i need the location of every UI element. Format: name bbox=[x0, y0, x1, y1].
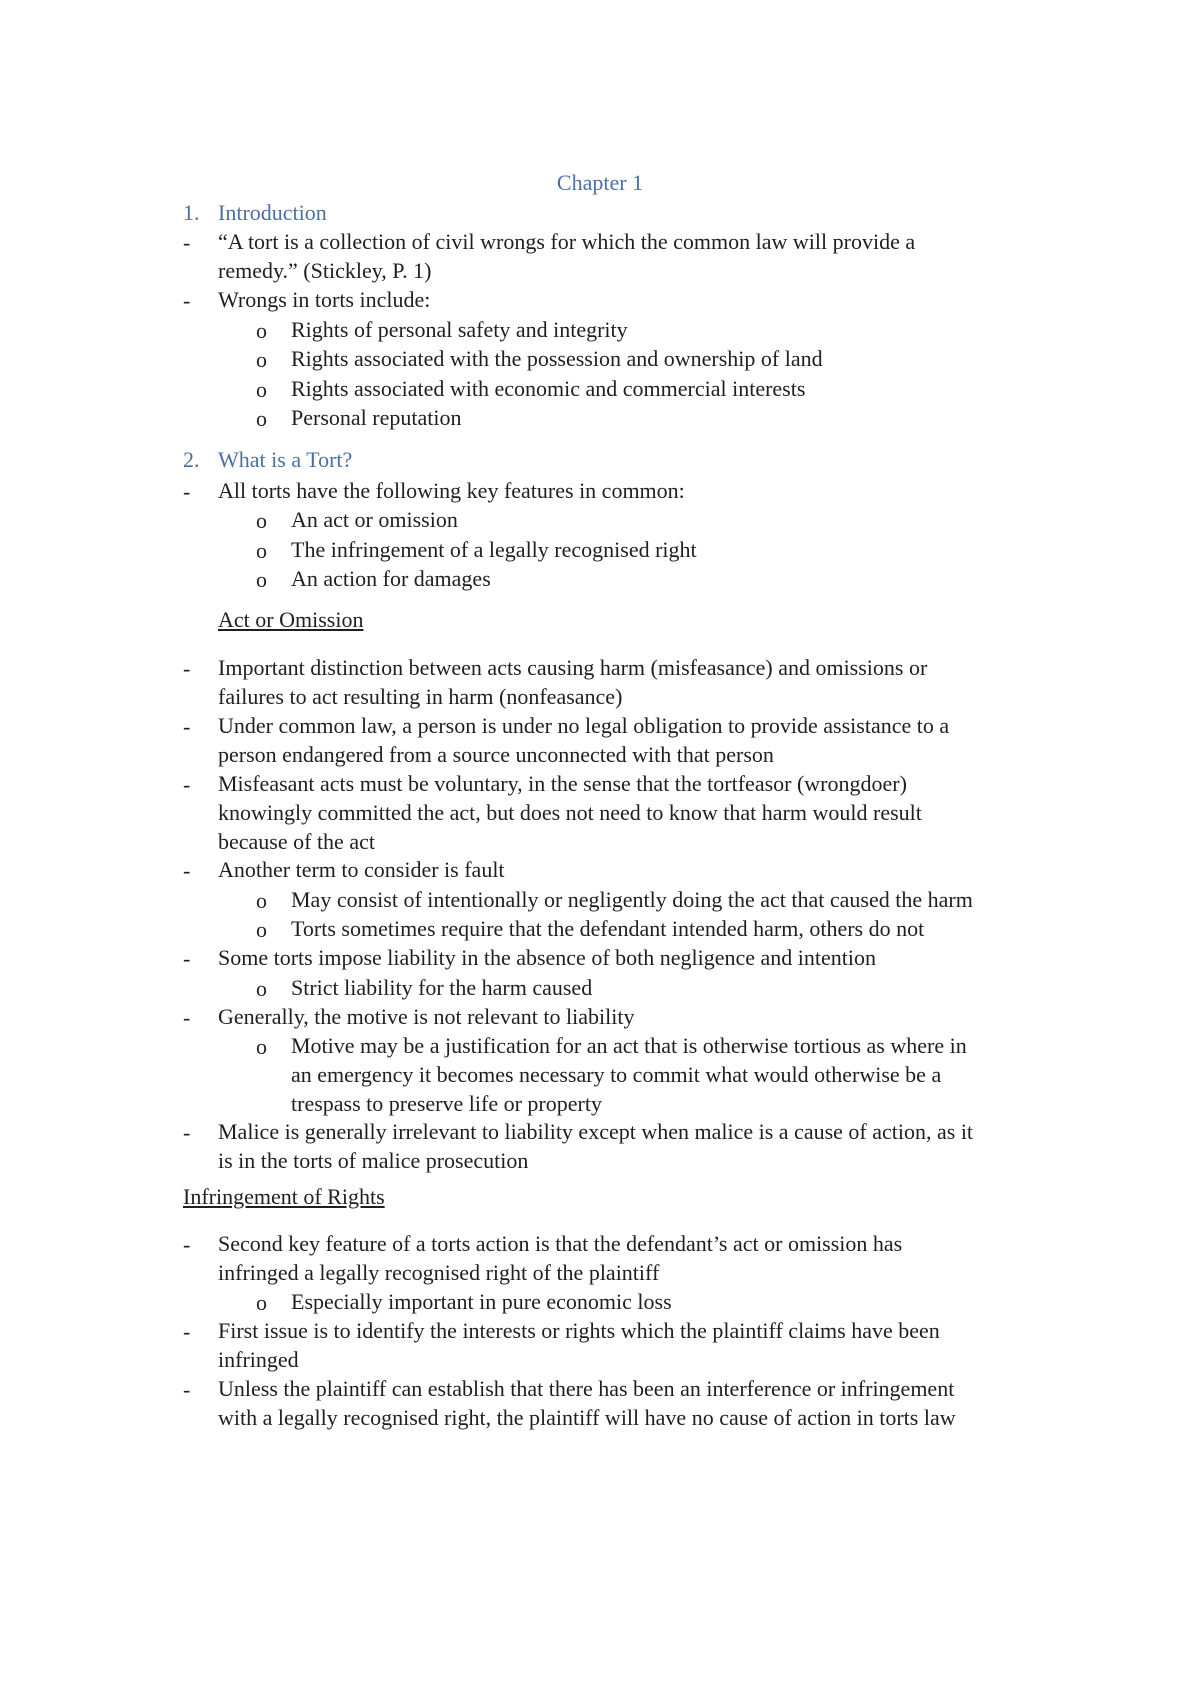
sub-bullet-marker: o bbox=[256, 888, 267, 913]
sub-bullet-line: May consist of intentionally or negligently doing the act that caused the harm bbox=[291, 887, 973, 912]
sub-bullet-line: Strict liability for the harm caused bbox=[291, 975, 593, 1000]
dash-marker: - bbox=[183, 1232, 191, 1257]
dash-marker: - bbox=[183, 230, 191, 255]
bullet-line: Wrongs in torts include: bbox=[218, 287, 431, 312]
dash-marker: - bbox=[183, 1005, 191, 1030]
sub-bullet-line: An act or omission bbox=[291, 507, 458, 532]
dash-marker: - bbox=[183, 714, 191, 739]
bullet-line: Malice is generally irrelevant to liability except when malice is a cause of action, as it bbox=[218, 1119, 974, 1144]
sub-bullet-marker: o bbox=[256, 318, 267, 343]
sub-bullet-marker: o bbox=[256, 406, 267, 431]
bullet-line: failures to act resulting in harm (nonfeasance) bbox=[218, 684, 623, 709]
bullet-line: knowingly committed the act, but does not need to know that harm would result bbox=[218, 800, 922, 825]
sub-bullet-marker: o bbox=[256, 1034, 267, 1059]
bullet-line: is in the torts of malice prosecution bbox=[218, 1148, 529, 1173]
dash-marker: - bbox=[183, 288, 191, 313]
sub-bullet-line: The infringement of a legally recognised right bbox=[291, 537, 697, 562]
sub-bullet-line: Personal reputation bbox=[291, 405, 462, 430]
section-title: What is a Tort? bbox=[218, 447, 353, 472]
dash-marker: - bbox=[183, 1377, 191, 1402]
sub-bullet-line: Rights associated with the possession and ownership of land bbox=[291, 346, 823, 371]
section-number: 2. bbox=[183, 447, 200, 472]
dash-marker: - bbox=[183, 1319, 191, 1344]
sub-bullet-marker: o bbox=[256, 347, 267, 372]
bullet-line: Generally, the motive is not relevant to liability bbox=[218, 1004, 635, 1029]
dash-marker: - bbox=[183, 946, 191, 971]
sub-bullet-marker: o bbox=[256, 567, 267, 592]
sub-bullet-line: An action for damages bbox=[291, 566, 491, 591]
bullet-line: Misfeasant acts must be voluntary, in the sense that the tortfeasor (wrongdoer) bbox=[218, 771, 907, 796]
bullet-line: First issue is to identify the interests or rights which the plaintiff claims have been bbox=[218, 1318, 940, 1343]
sub-bullet-marker: o bbox=[256, 508, 267, 533]
sub-bullet-marker: o bbox=[256, 377, 267, 402]
sub-bullet-line: Rights of personal safety and integrity bbox=[291, 317, 628, 342]
dash-marker: - bbox=[183, 656, 191, 681]
bullet-line: remedy.” (Stickley, P. 1) bbox=[218, 258, 432, 283]
sub-bullet-line: Rights associated with economic and commercial interests bbox=[291, 376, 806, 401]
bullet-line: Under common law, a person is under no legal obligation to provide assistance to a bbox=[218, 713, 950, 738]
dash-marker: - bbox=[183, 479, 191, 504]
bullet-line: Second key feature of a torts action is that the defendant’s act or omission has bbox=[218, 1231, 903, 1256]
bullet-line: infringed a legally recognised right of the plaintiff bbox=[218, 1260, 660, 1285]
bullet-line: Unless the plaintiff can establish that there has been an interference or infringement bbox=[218, 1376, 955, 1401]
bullet-line: All torts have the following key features in common: bbox=[218, 478, 685, 503]
bullet-line: person endangered from a source unconnected with that person bbox=[218, 742, 774, 767]
sub-bullet-line: an emergency it becomes necessary to commit what would otherwise be a bbox=[291, 1062, 942, 1087]
sub-bullet-line: Torts sometimes require that the defendant intended harm, others do not bbox=[291, 916, 925, 941]
sub-bullet-line: trespass to preserve life or property bbox=[291, 1091, 602, 1116]
dash-marker: - bbox=[183, 858, 191, 883]
subheading-infringement-of-rights: Infringement of Rights bbox=[183, 1184, 385, 1209]
bullet-line: infringed bbox=[218, 1347, 299, 1372]
subheading-act-or-omission: Act or Omission bbox=[218, 607, 364, 632]
sub-bullet-marker: o bbox=[256, 538, 267, 563]
bullet-line: with a legally recognised right, the plaintiff will have no cause of action in torts law bbox=[218, 1405, 956, 1430]
section-title: Introduction bbox=[218, 200, 327, 225]
sub-bullet-line: Motive may be a justification for an act that is otherwise tortious as where in bbox=[291, 1033, 967, 1058]
bullet-line: Another term to consider is fault bbox=[218, 857, 505, 882]
section-number: 1. bbox=[183, 200, 200, 225]
sub-bullet-line: Especially important in pure economic loss bbox=[291, 1289, 672, 1314]
sub-bullet-marker: o bbox=[256, 976, 267, 1001]
chapter-title: Chapter 1 bbox=[556, 170, 644, 195]
bullet-line: Some torts impose liability in the absence of both negligence and intention bbox=[218, 945, 877, 970]
sub-bullet-marker: o bbox=[256, 1290, 267, 1315]
dash-marker: - bbox=[183, 772, 191, 797]
sub-bullet-marker: o bbox=[256, 917, 267, 942]
bullet-line: “A tort is a collection of civil wrongs for which the common law will provide a bbox=[218, 229, 916, 254]
bullet-line: because of the act bbox=[218, 829, 375, 854]
dash-marker: - bbox=[183, 1120, 191, 1145]
bullet-line: Important distinction between acts causing harm (misfeasance) and omissions or bbox=[218, 655, 928, 680]
